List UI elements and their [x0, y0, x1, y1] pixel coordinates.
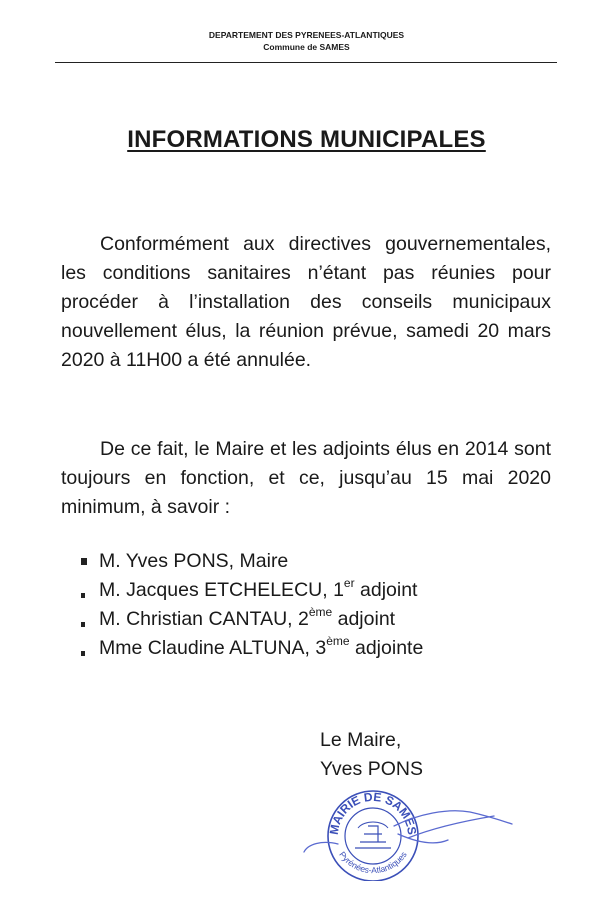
signature-name: Yves PONS: [320, 758, 423, 780]
stamp-top-text: MAIRIE DE SAMES: [326, 789, 420, 836]
list-item-third-deputy: Mme Claudine ALTUNA, 3ème adjointe: [78, 634, 423, 663]
header-divider: [55, 62, 557, 63]
bullet-icon: [81, 622, 85, 627]
commune-name: Commune de SAMES: [263, 42, 350, 52]
signature-block: [320, 726, 423, 784]
officials-list: [78, 547, 423, 663]
department-name: DEPARTEMENT DES PYRENEES-ATLANTIQUES: [208, 30, 405, 40]
bullet-icon: [81, 593, 85, 598]
bullet-icon: [81, 651, 85, 656]
list-item-mayor: M. Yves PONS, Maire: [78, 547, 423, 576]
bullet-icon: [81, 558, 87, 565]
page-title: INFORMATIONS MUNICIPALES: [127, 126, 486, 153]
paragraph-cancellation: Conformément aux directives gouvernementales, les conditions sanitaires n’étant pas réunies pour procéder à l’installation des conseils municipaux nouvellement élus, la réunion prévue, samedi 20 mars 2020 à 11H00 a été annulée.: [61, 233, 551, 371]
list-item-first-deputy: M. Jacques ETCHELECU, 1er adjoint: [78, 576, 423, 605]
paragraph-officials-intro: De ce fait, le Maire et les adjoints élus en 2014 sont toujours en fonction, et ce, jusqu’au 15 mai 2020 minimum, à savoir :: [61, 438, 551, 518]
mairie-stamp-icon: [298, 786, 528, 881]
list-item-second-deputy: M. Christian CANTAU, 2ème adjoint: [78, 605, 423, 634]
signature-title: Le Maire,: [320, 729, 402, 751]
stamp-bottom-text: Pyrénées-Atlantiques: [337, 849, 409, 876]
document-header: [0, 29, 613, 53]
